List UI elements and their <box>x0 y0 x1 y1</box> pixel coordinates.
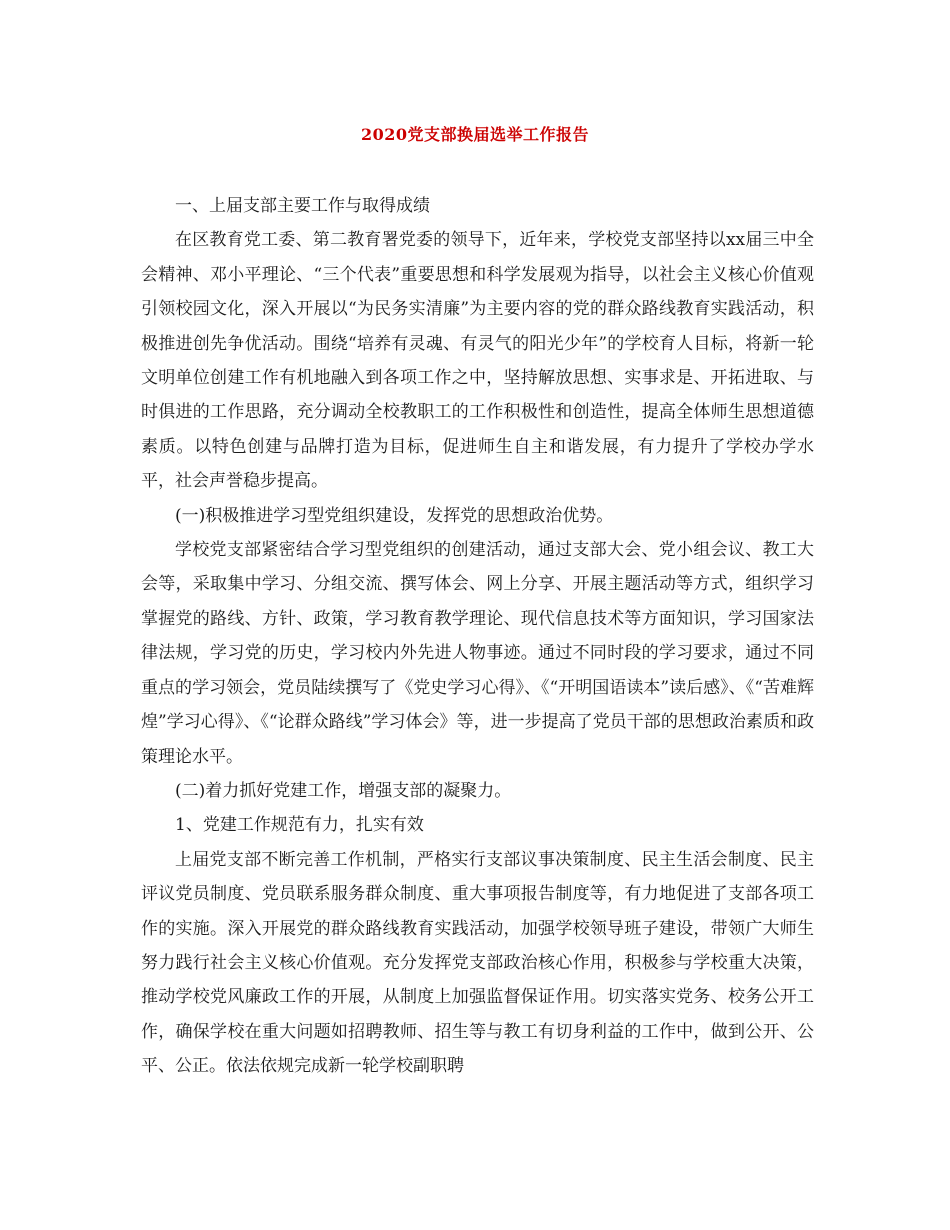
paragraph: 上届党支部不断完善工作机制，严格实行支部议事决策制度、民主生活会制度、民主评议党员制度、党员联系服务群众制度、重大事项报告制度等，有力地促进了支部各项工作的实施。深入开展党的群众路线教育实践活动，加强学校领导班子建设，带领广大师生努力践行社会主义核心价值观。充分发挥党支部政治核心作用，积极参与学校重大决策，推动学校党风廉政工作的开展，从制度上加强监督保证作用。切实落实党务、校务公开工作，确保学校在重大问题如招聘教师、招生等与教工有切身利益的工作中，做到公开、公平、公正。依法依规完成新一轮学校副职聘 <box>141 849 814 1077</box>
document-title: 2020党支部换届选举工作报告 <box>360 125 590 144</box>
subsection-heading: (一)积极推进学习型党组织建设，发挥党的思想政治优势。 <box>175 505 614 526</box>
document-body <box>141 189 814 1084</box>
numbered-heading: 1、党建工作规范有力，扎实有效 <box>175 815 424 836</box>
subsection-heading: (二)着力抓好党建工作，增强支部的凝聚力。 <box>175 780 512 801</box>
paragraph: 在区教育党工委、第二教育署党委的领导下，近年来，学校党支部坚持以xx届三中全会精神、邓小平理论、“三个代表”重要思想和科学发展观为指导，以社会主义核心价值观引领校园文化，深入开展以“为民务实清廉”为主要内容的党的群众路线教育实践活动，积极推进创先争优活动。围绕“培养有灵魂、有灵气的阳光少年”的学校育人目标，将新一轮文明单位创建工作有机地融入到各项工作之中，坚持解放思想、实事求是、开拓进取、与时俱进的工作思路，充分调动全校教职工的工作积极性和创造性，提高全体师生思想道德素质。以特色创建与品牌打造为目标，促进师生自主和谐发展，有力提升了学校办学水平，社会声誉稳步提高。 <box>141 230 814 492</box>
section-heading: 一、上届支部主要工作与取得成绩 <box>175 196 430 216</box>
paragraph: 学校党支部紧密结合学习型党组织的创建活动，通过支部大会、党小组会议、教工大会等，采取集中学习、分组交流、撰写体会、网上分享、开展主题活动等方式，组织学习掌握党的路线、方针、政策，学习教育教学理论、现代信息技术等方面知识，学习国家法律法规，学习党的历史，学习校内外先进人物事迹。通过不同时段的学习要求，通过不同重点的学习领会，党员陆续撰写了《党史学习心得》、《“开明国语读本”读后感》、《“苦难辉煌”学习心得》、《“论群众路线”学习体会》等，进一步提高了党员干部的思想政治素质和政策理论水平。 <box>141 540 814 767</box>
